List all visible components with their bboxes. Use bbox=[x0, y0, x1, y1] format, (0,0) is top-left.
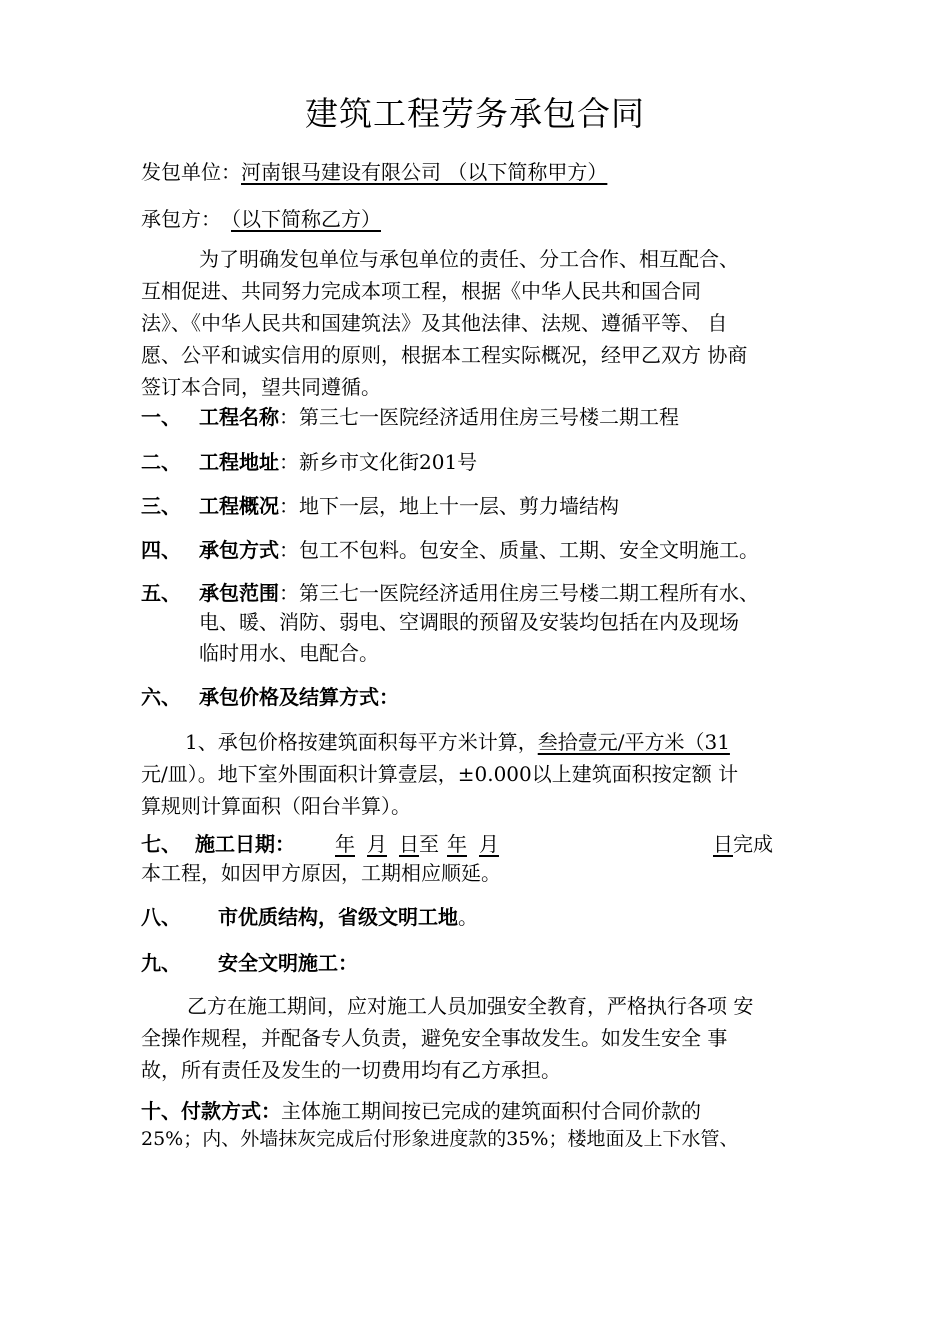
clause-2 bbox=[141, 447, 477, 477]
clause-6 bbox=[141, 682, 399, 712]
clause-9 bbox=[141, 948, 358, 978]
intro-paragraph bbox=[141, 243, 831, 403]
intro-line: 签订本合同，望共同遵循。 bbox=[141, 375, 381, 399]
start-year: 年 bbox=[335, 832, 355, 856]
clause-10-continuation: 25%；内、外墙抹灰完成后付形象进度款的35%；楼地面及上下水管、 bbox=[141, 1128, 739, 1150]
safety-paragraph bbox=[141, 990, 831, 1086]
safety-line: 全操作规程，并配备专人负责，避免安全事故发生。如发生安全 事 bbox=[141, 1026, 728, 1050]
clause-number: 四、 bbox=[141, 538, 181, 562]
clause-label: 工程地址 bbox=[199, 450, 279, 474]
clause-label: 承包价格及结算方式： bbox=[199, 685, 399, 709]
clause-3 bbox=[141, 491, 619, 521]
clause-colon: ： bbox=[279, 405, 299, 429]
party-a-value: 河南银马建设有限公司 （以下简称甲方） bbox=[241, 160, 608, 184]
clause-text: 市优质结构，省级文明工地 bbox=[218, 905, 458, 929]
start-month: 月 bbox=[367, 832, 387, 856]
clause-number: 三、 bbox=[141, 494, 181, 518]
clause-text: 主体施工期间按已完成的建筑面积付合同价款的 bbox=[281, 1099, 701, 1123]
clause-number: 十、 bbox=[141, 1099, 181, 1123]
clause-colon: ： bbox=[279, 450, 299, 474]
clause-7-continuation: 本工程，如因甲方原因，工期相应顺延。 bbox=[141, 861, 501, 885]
clause-text: 第三七一医院经济适用住房三号楼二期工程所有水、 bbox=[299, 581, 759, 605]
end-day: 日 bbox=[713, 832, 733, 856]
clause-text: 第三七一医院经济适用住房三号楼二期工程 bbox=[299, 405, 679, 429]
clause-colon: ： bbox=[279, 538, 299, 562]
clause-5 bbox=[141, 578, 759, 608]
clause-label: 工程概况 bbox=[199, 494, 279, 518]
clause-label: 安全文明施工： bbox=[218, 951, 358, 975]
clause-10 bbox=[141, 1096, 701, 1126]
clause-label: 承包范围 bbox=[199, 581, 279, 605]
end-month: 月 bbox=[479, 832, 499, 856]
intro-line: 法》、《中华人民共和国建筑法》及其他法律、法规、遵循平等、 自 bbox=[141, 311, 728, 335]
pricing-line bbox=[141, 726, 829, 758]
intro-line: 为了明确发包单位与承包单位的责任、分工合作、相互配合、 bbox=[199, 247, 739, 271]
clause-text: 包工不包料。包安全、质量、工期、安全文明施工。 bbox=[299, 538, 759, 562]
clause-number: 六、 bbox=[141, 685, 181, 709]
party-b-label: 承包方： bbox=[141, 207, 221, 231]
clause-label: 付款方式： bbox=[181, 1099, 281, 1123]
page-title: 建筑工程劳务承包合同 bbox=[305, 94, 645, 133]
clause-number: 一、 bbox=[141, 405, 181, 429]
pricing-paragraph bbox=[141, 726, 829, 822]
safety-line: 乙方在施工期间，应对施工人员加强安全教育，严格执行各项 安 bbox=[187, 994, 754, 1018]
clause-5-continuation: 临时用水、电配合。 bbox=[199, 641, 379, 665]
pricing-text: 1、承包价格按建筑面积每平方米计算， bbox=[185, 730, 538, 754]
end-date bbox=[439, 832, 733, 856]
clause-label: 承包方式 bbox=[199, 538, 279, 562]
clause-7 bbox=[141, 829, 773, 859]
clause-number: 八、 bbox=[141, 905, 181, 929]
clause-text: 新乡市文化街201号 bbox=[299, 450, 478, 474]
party-b-value: （以下简称乙方） bbox=[231, 207, 381, 231]
clause-label: 施工日期： bbox=[195, 832, 295, 856]
clause-end: 。 bbox=[458, 905, 478, 929]
intro-line: 愿、公平和诚实信用的原则，根据本工程实际概况，经甲乙双方 协商 bbox=[141, 343, 748, 367]
party-a-line bbox=[141, 156, 607, 185]
pricing-rate: 叁拾壹元/平方米（31 bbox=[537, 730, 730, 754]
party-b-line bbox=[141, 203, 381, 232]
clause-5-continuation: 电、暖、消防、弱电、空调眼的预留及安装均包括在内及现场 bbox=[199, 610, 739, 634]
start-day: 日 bbox=[399, 832, 419, 856]
start-date bbox=[325, 832, 419, 856]
intro-line: 互相促进、共同努力完成本项工程，根据《中华人民共和国合同 bbox=[141, 279, 701, 303]
pricing-line: 算规则计算面积（阳台半算）。 bbox=[141, 794, 411, 818]
clause-number: 七、 bbox=[141, 832, 181, 856]
pricing-line: 元/皿）。地下室外围面积计算壹层，±0.000以上建筑面积按定额 计 bbox=[141, 762, 739, 786]
date-done: 完成 bbox=[733, 832, 773, 856]
clause-label: 工程名称 bbox=[199, 405, 279, 429]
clause-number: 九、 bbox=[141, 951, 181, 975]
clause-4 bbox=[141, 535, 759, 565]
clause-number: 二、 bbox=[141, 450, 181, 474]
clause-colon: ： bbox=[279, 581, 299, 605]
clause-colon: ： bbox=[279, 494, 299, 518]
clause-1 bbox=[141, 402, 679, 432]
clause-text: 地下一层，地上十一层、剪力墙结构 bbox=[299, 494, 619, 518]
safety-line: 故，所有责任及发生的一切费用均有乙方承担。 bbox=[141, 1058, 561, 1082]
clause-number: 五、 bbox=[141, 581, 181, 605]
clause-8 bbox=[141, 902, 478, 932]
party-a-label: 发包单位： bbox=[141, 160, 241, 184]
date-to: 至 bbox=[419, 832, 439, 856]
end-year: 年 bbox=[447, 832, 467, 856]
